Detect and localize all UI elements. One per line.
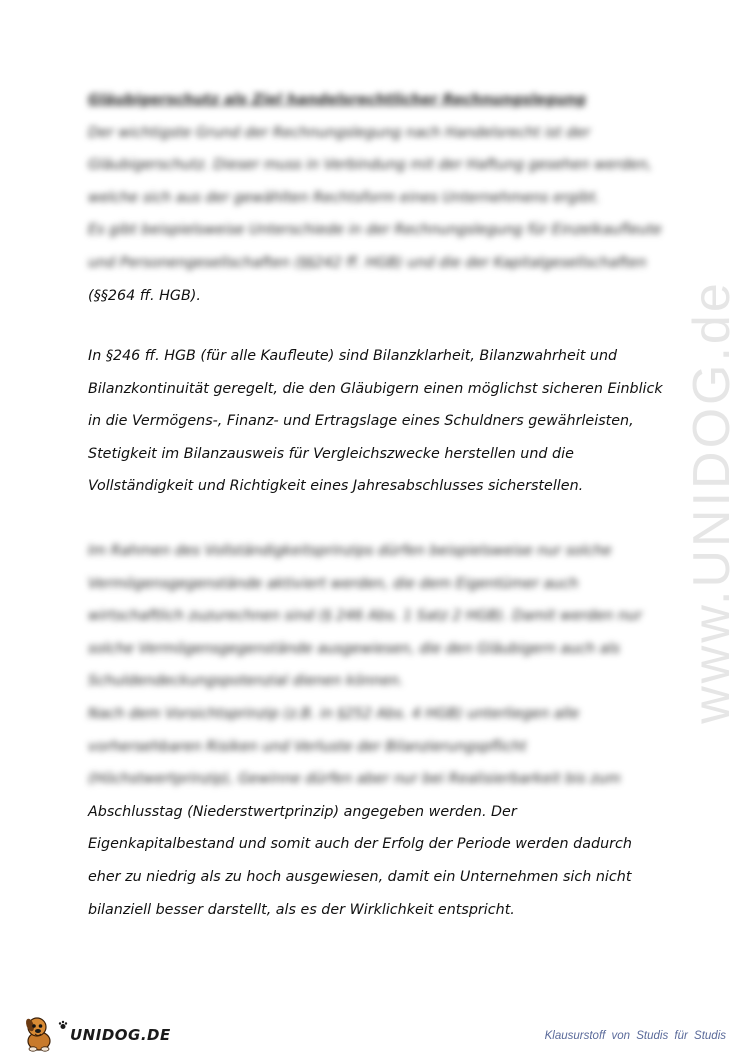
- section-heading: Gläubigerschutz als Ziel handelsrechtlicher Rechnungslegung: [88, 92, 587, 108]
- text-line: Es gibt beispielsweise Unterschiede in der Rechnungslegung für Einzelkaufleute: [88, 222, 662, 239]
- section-intro: [88, 84, 678, 312]
- footer-tagline: Klausurstoff von Studis für Studis: [544, 1030, 726, 1042]
- text-line: Schuldendeckungspotenzial dienen können.: [88, 673, 404, 690]
- text-line: Stetigkeit im Bilanzausweis für Vergleichszwecke herstellen und die: [88, 445, 574, 462]
- text-line: Bilanzkontinuität geregelt, die den Gläubigern einen möglichst sicheren Einblick: [88, 380, 663, 397]
- text-line: in die Vermögens-, Finanz- und Ertragslage eines Schuldners gewährleisten,: [88, 413, 634, 430]
- text-line: (Höchstwertprinzip), Gewinne dürfen aber nur bei Realisierbarkeit bis zum: [88, 771, 621, 788]
- watermark: www.UNIDOG.de: [683, 280, 741, 724]
- text-line: bilanziell besser darstellt, als es der Wirklichkeit entspricht.: [88, 901, 515, 918]
- section-examples: [88, 535, 678, 926]
- text-line: Vollständigkeit und Richtigkeit eines Jahresabschlusses sicherstellen.: [88, 478, 584, 495]
- text-line: und Personengesellschaften (§§242 ff. HGB) und die der Kapitalgesellschaften: [88, 254, 647, 271]
- text-line: wirtschaftlich zuzurechnen sind (§ 246 Abs. 1 Satz 2 HGB). Damit werden nur: [88, 608, 642, 625]
- paw-icon: [58, 1020, 68, 1030]
- text-line: Eigenkapitalbestand und somit auch der Erfolg der Periode werden dadurch: [88, 836, 632, 853]
- text-line: Im Rahmen des Vollständigkeitsprinzips dürfen beispielsweise nur solche: [88, 543, 612, 559]
- text-line: welche sich aus der gewählten Rechtsform eines Unternehmens ergibt.: [88, 189, 600, 206]
- section-principles: [88, 340, 678, 503]
- text-line: Der wichtigste Grund der Rechnungslegung nach Handelsrecht ist der: [88, 124, 591, 141]
- text-line: (§§264 ff. HGB).: [88, 287, 201, 304]
- text-line: Abschlusstag (Niederstwertprinzip) angegeben werden. Der: [88, 803, 517, 820]
- footer-logo: [22, 1012, 171, 1052]
- text-line: Gläubigerschutz. Dieser muss in Verbindung mit der Haftung gesehen werden,: [88, 157, 652, 174]
- text-line: In §246 ff. HGB (für alle Kaufleute) sind Bilanzklarheit, Bilanzwahrheit und: [88, 348, 618, 364]
- text-line: solche Vermögensgegenstände ausgewiesen, die den Gläubigern auch als: [88, 640, 620, 657]
- logo-text: UNIDOG.DE: [70, 1026, 171, 1044]
- text-line: Nach dem Vorsichtsprinzip (z.B. in §252 Abs. 4 HGB) unterliegen alle: [88, 705, 580, 722]
- dog-mascot-icon: [22, 1014, 56, 1052]
- text-line: Vermögensgegenstände aktiviert werden, die dem Eigentümer auch: [88, 575, 579, 592]
- text-line: vorhersehbaren Risiken und Verluste der Bilanzierungspflicht: [88, 738, 527, 755]
- text-line: eher zu niedrig als zu hoch ausgewiesen, damit ein Unternehmen sich nicht: [88, 868, 632, 885]
